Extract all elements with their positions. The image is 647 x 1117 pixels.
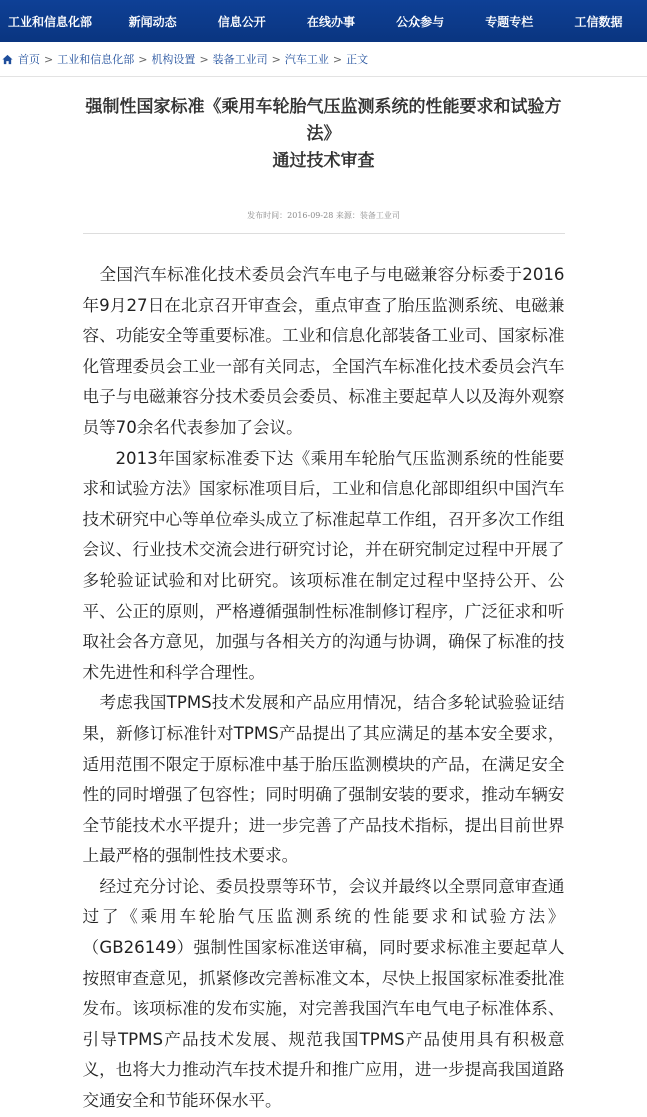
article-paragraph: 2013年国家标准委下达《乘用车轮胎气压监测系统的性能要求和试验方法》国家标准项目后，工业和信息化部即组织中国汽车技术研究中心等单位牵头成立了标准起草工作组，召开多次工作组会议、行业技术交流会进行研究讨论，并在研究制定过程中开展了多轮验证试验和对比研究。该项标准在制定过程中坚持公开、公平、公正的原则，严格遵循强制性标准制修订程序，广泛征求和听取社会各方意见，加强与各相关方的沟通与协调，确保了标准的技术先进性和科学合理性。 (82, 448, 565, 682)
breadcrumb-equipment-dept[interactable]: 装备工业司 (212, 53, 268, 66)
article-divider (83, 233, 565, 234)
article-title-line-2: 通过技术审查 (272, 151, 375, 171)
breadcrumb-current[interactable]: 正文 (346, 53, 369, 66)
article-paragraph: 经过充分讨论、委员投票等环节，会议并最终以全票同意审查通过了《乘用车轮胎气压监测系统的性能要求和试验方法》（GB26149）强制性国家标准送审稿，同时要求标准主要起草人按照审查意见，抓紧修改完善标准文本，尽快上报国家标准委批准发布。该项标准的发布实施，对完善我国汽车电气电子标准体系、引导TPMS产品技术发展、规范我国TPMS产品使用具有积极意义，也将大力推动汽车技术提升和推广应用，进一步提高我国道路交通安全和节能环保水平。 (82, 876, 565, 1111)
nav-item-news[interactable]: 新闻动态 (128, 14, 177, 29)
breadcrumb-organization[interactable]: 机构设置 (151, 53, 196, 66)
breadcrumb-separator: > (138, 52, 148, 66)
home-icon (2, 54, 13, 65)
article-paragraph: 考虑我国TPMS技术发展和产品应用情况，结合多轮试验验证结果，新修订标准针对TPMS产品提出了其应满足的基本安全要求，适用范围不限定于原标准中基于胎压监测模块的产品，在满足安全性的同时增强了包容性；同时明确了强制安装的要求，推动车辆安全节能技术水平提升；进一步完善了产品技术指标，提出目前世界上最严格的强制性技术要求。 (82, 693, 565, 866)
article (83, 94, 565, 1117)
breadcrumb (0, 42, 647, 77)
nav-item-special-topics[interactable]: 专题专栏 (485, 14, 534, 29)
nav-item-data[interactable]: 工信数据 (574, 14, 623, 29)
breadcrumb-separator: > (199, 52, 209, 66)
breadcrumb-auto-industry[interactable]: 汽车工业 (284, 53, 329, 66)
article-meta: 发布时间：2016-09-28 来源：装备工业司 (247, 211, 400, 220)
nav-item-info-disclosure[interactable]: 信息公开 (217, 14, 266, 29)
article-title-line-1: 强制性国家标准《乘用车轮胎气压监测系统的性能要求和试验方法》 (85, 97, 562, 144)
nav-item-public-participation[interactable]: 公众参与 (396, 14, 445, 29)
article-title (83, 94, 565, 175)
article-paragraph: 全国汽车标准化技术委员会汽车电子与电磁兼容分标委于2016年9月27日在北京召开审查会，重点审查了胎压监测系统、电磁兼容、功能安全等重要标准。工业和信息化部装备工业司、国家标准化管理委员会工业一部有关同志，全国汽车标准化技术委员会汽车电子与电磁兼容分技术委员会委员、标准主要起草人以及海外观察员等70余名代表参加了会议。 (82, 265, 565, 437)
breadcrumb-home[interactable]: 首页 (18, 53, 40, 66)
top-nav-bar (0, 0, 647, 42)
breadcrumb-separator: > (44, 52, 54, 66)
article-body (83, 260, 565, 1117)
breadcrumb-separator: > (271, 52, 281, 66)
breadcrumb-separator: > (332, 52, 343, 66)
nav-item-online-services[interactable]: 在线办事 (306, 14, 355, 29)
nav-item-miit[interactable]: 工业和信息化部 (8, 14, 93, 29)
breadcrumb-miit[interactable]: 工业和信息化部 (57, 53, 135, 66)
